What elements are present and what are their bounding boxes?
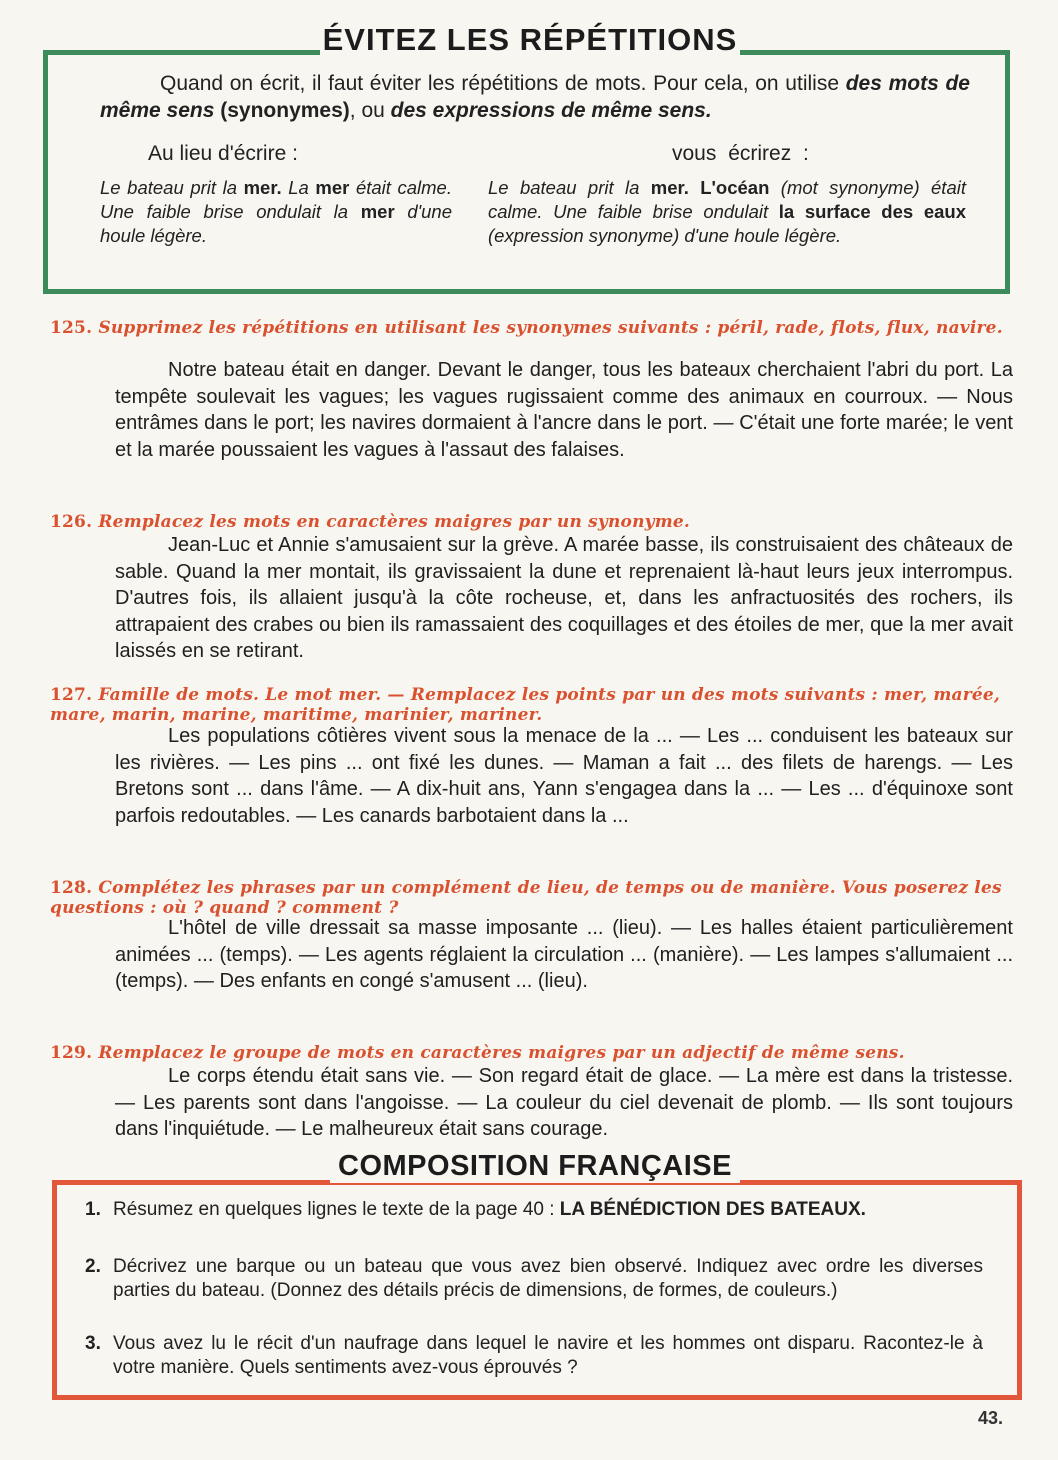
example-after: Le bateau prit la mer. L'océan (mot synonyme) était calme. Une faible brise ondulait la surface des eaux (expression synonyme) d'une houle légère. xyxy=(488,177,966,246)
composition-item-3: 3. Vous avez lu le récit d'un naufrage dans lequel le navire et les hommes ont disparu. Racontez-le à votre manière. Quels sentiments avez-vous éprouvés ? xyxy=(85,1333,983,1378)
right-column-heading: vous écrirez : xyxy=(672,142,809,165)
exercise-129-title: 129. Remplacez le groupe de mots en caractères maigres par un adjectif de même sens. xyxy=(50,1043,905,1063)
exercise-128-body: L'hôtel de ville dressait sa masse imposante ... (lieu). — Les halles étaient particulièrement animées ... (temps). — Les agents réglaient la circulation ... (manière). — Les lampes s'allumaient ... (temps). — Des enfants en congé s'amusent ... (lieu). xyxy=(115,917,1013,992)
composition-item-2: 2. Décrivez une barque ou un bateau que vous avez bien observé. Indiquez avec ordre les diverses parties du bateau. (Donnez des détails précis de dimensions, de formes, de couleurs.) xyxy=(85,1256,983,1301)
exercise-129-body: Le corps étendu était sans vie. — Son regard était de glace. — La mère est dans la tristesse. — Les parents sont dans l'angoisse. — La couleur du ciel devenait de plomb. — Ils sont toujours dans l'inquiétude. — Le malheureux était sans courage. xyxy=(115,1065,1013,1140)
section-title-composition: COMPOSITION FRANÇAISE xyxy=(330,1150,740,1183)
example-before: Le bateau prit la mer. La mer était calme. Une faible brise ondulait la mer d'une houle légère. xyxy=(100,177,453,246)
section-title-repetitions: ÉVITEZ LES RÉPÉTITIONS xyxy=(320,22,740,58)
page-number: 43. xyxy=(978,1408,1004,1428)
exercise-126-body: Jean-Luc et Annie s'amusaient sur la grève. A marée basse, ils construisaient des châteaux de sable. Quand la mer montait, ils gravissaient la dune et reprenaient là-haut leurs jeux interrompus. D'autres fois, ils allaient jusqu'à la côte rocheuse, et, dans les anfractuosités des rochers, ils attrapaient des crabes ou bien ils ramassaient des coquillages et des étoiles de mer, que la mer avait laissés en se retirant. xyxy=(115,534,1013,662)
left-column-heading: Au lieu d'écrire : xyxy=(148,142,298,165)
exercise-126-title: 126. Remplacez les mots en caractères maigres par un synonyme. xyxy=(50,512,691,532)
exercise-125-body: Notre bateau était en danger. Devant le danger, tous les bateaux cherchaient l'abri du port. La tempête soulevait les vagues; les vagues rugissaient comme des animaux en courroux. — Nous entrâmes dans le port; les navires dormaient à l'ancre dans le port. — C'était une forte marée; le vent et la marée poussaient les vagues à l'assaut des falaises. xyxy=(115,359,1013,461)
intro-paragraph: Quand on écrit, il faut éviter les répétitions de mots. Pour cela, on utilise des mots de même sens (synonymes), ou des expressions de même sens. xyxy=(100,72,970,122)
exercise-127-title: 127. Famille de mots. Le mot mer. — Remplacez les points par un des mots suivants : mer, marée, mare, marin, marine, maritime, marinier, mariner. xyxy=(50,685,1001,725)
exercise-127-body: Les populations côtières vivent sous la menace de la ... — Les ... conduisent les bateaux sur les rivières. — Les pins ... ont fixé les dunes. — Maman a fait ... des filets de harengs. — Les Bretons sont ... dans l'âme. — A dix-huit ans, Yann s'engagea dans la ... — Les ... d'équinoxe sont parfois redoutables. — Les canards barbotaient dans la ... xyxy=(115,725,1013,827)
exercise-128-title: 128. Complétez les phrases par un complément de lieu, de temps ou de manière. Vous poserez les questions : où ? quand ? comment ? xyxy=(50,878,1002,918)
composition-item-1: 1. Résumez en quelques lignes le texte de la page 40 : LA BÉNÉDICTION DES BATEAUX. xyxy=(85,1199,866,1220)
exercise-125-title: 125. Supprimez les répétitions en utilisant les synonymes suivants : péril, rade, flots, flux, navire. xyxy=(50,318,1003,338)
